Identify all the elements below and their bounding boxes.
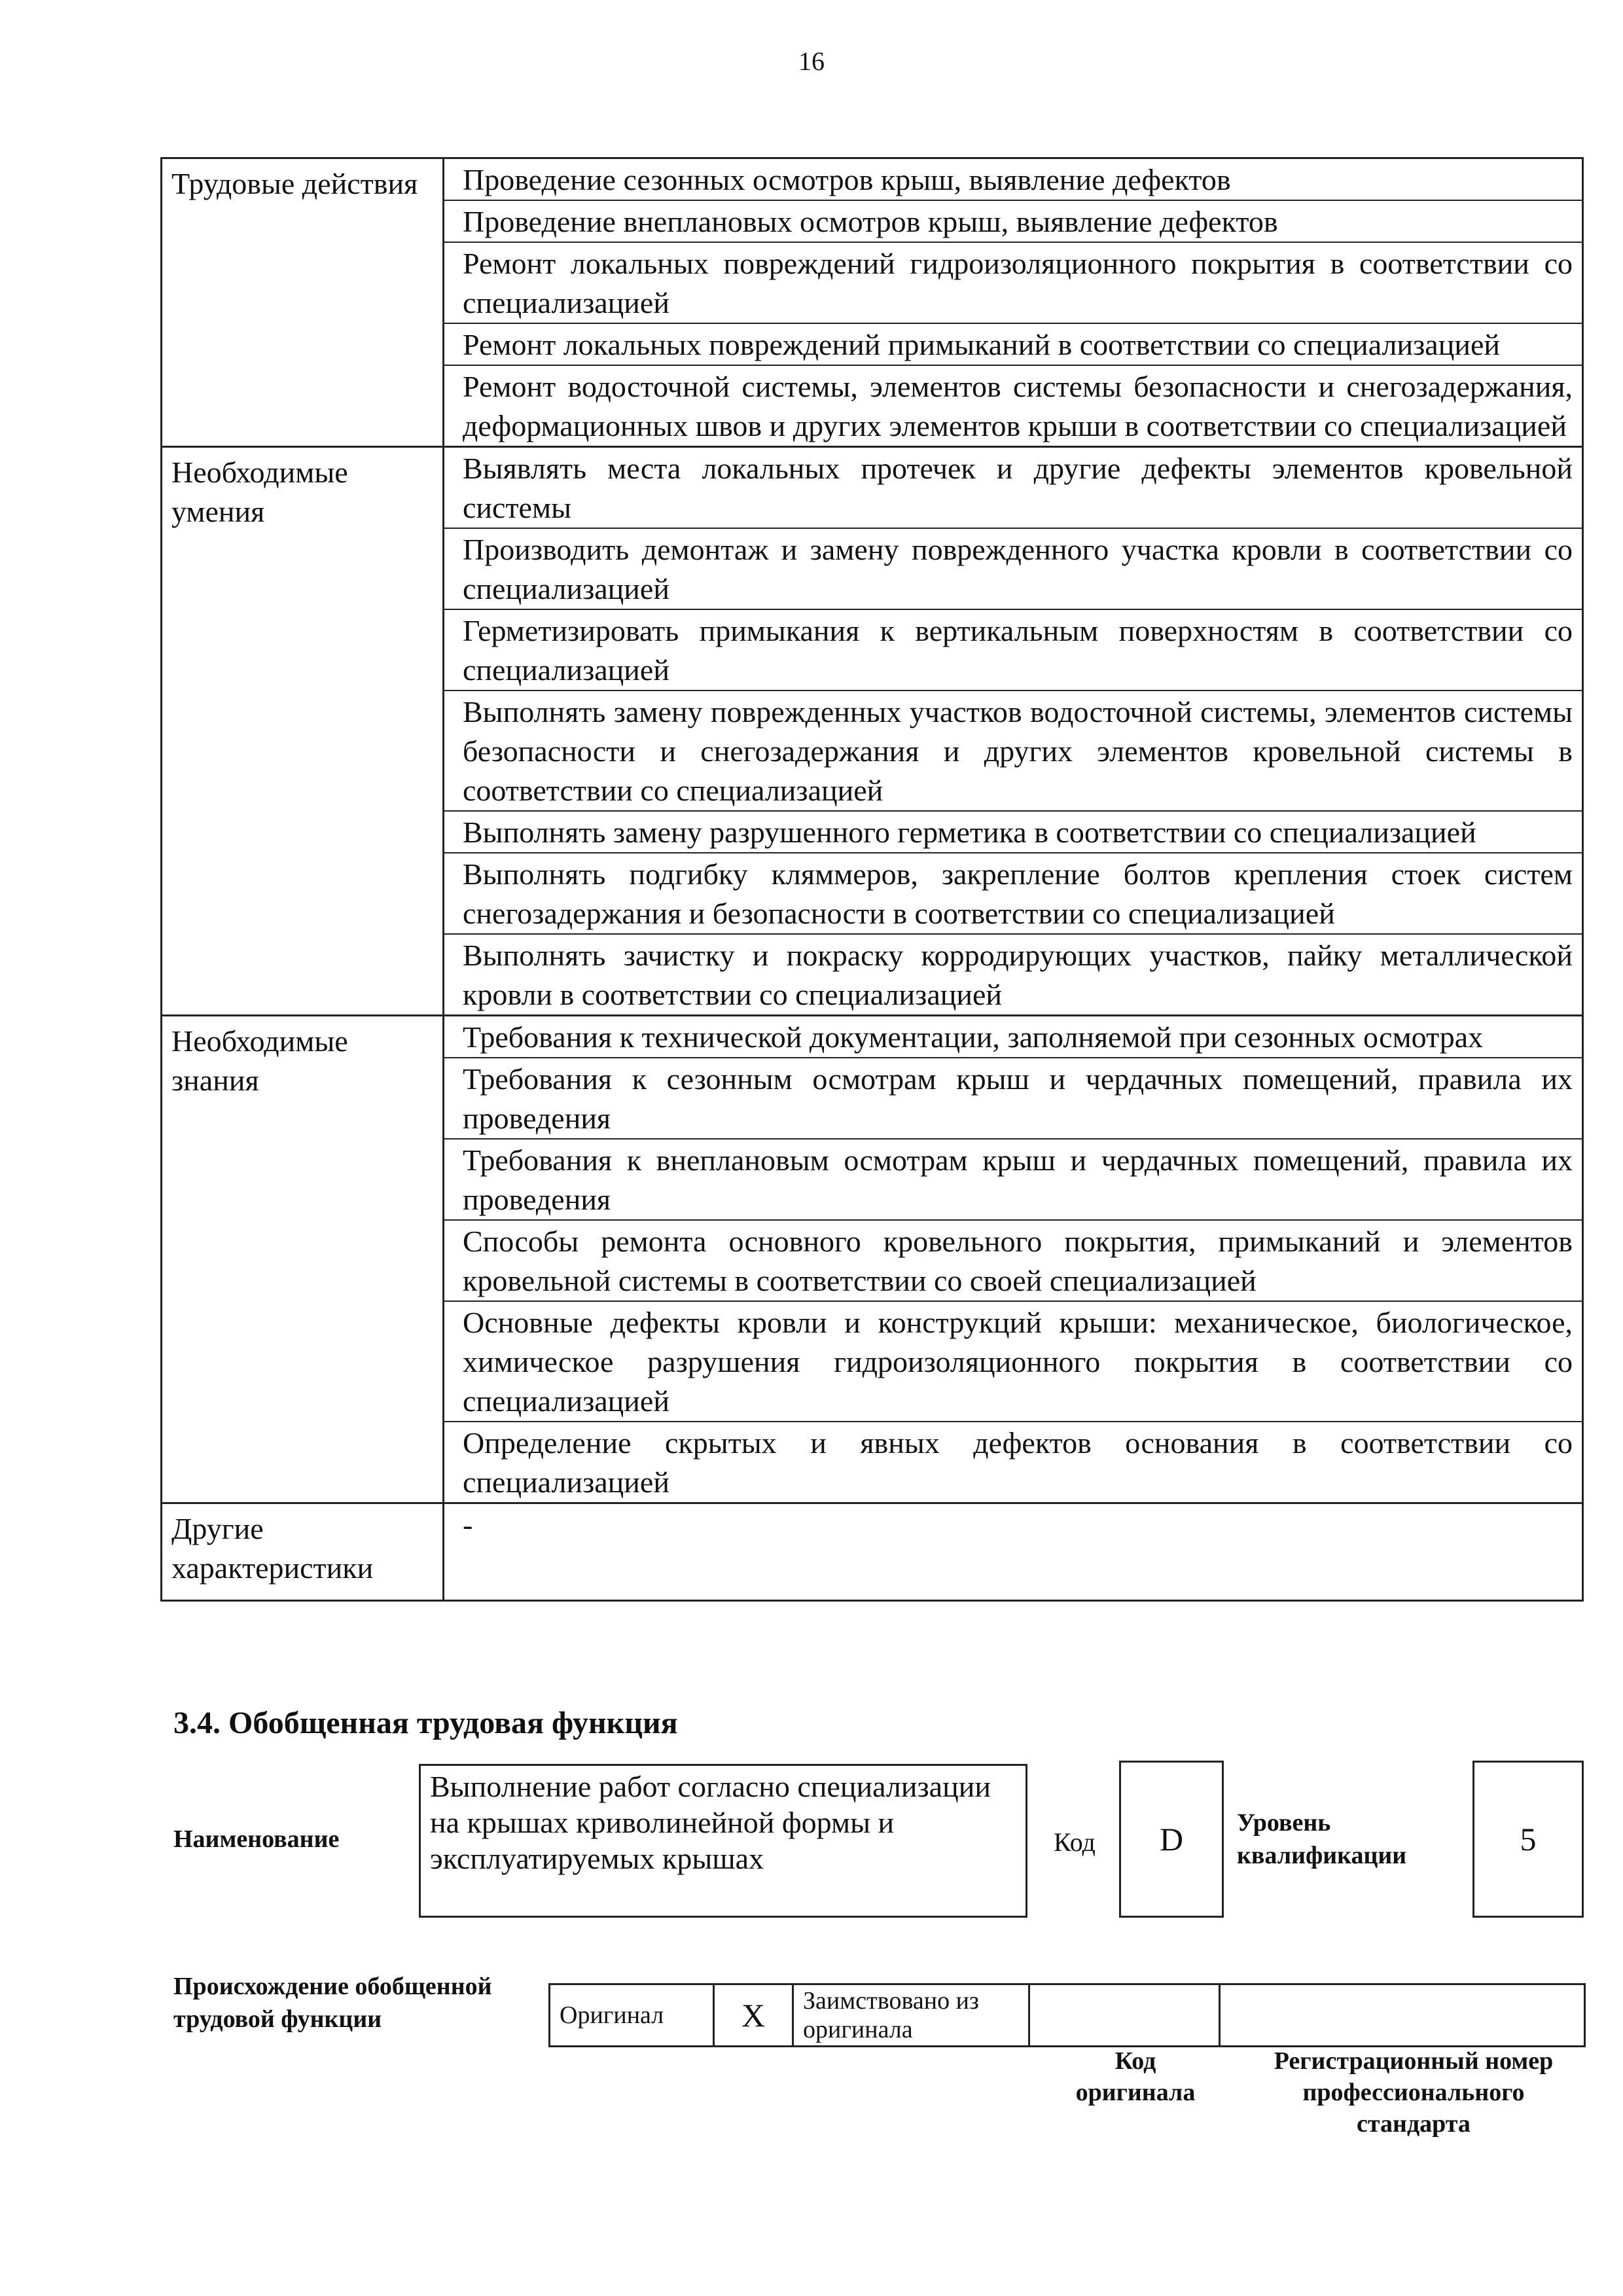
category-cell: Другие характеристики (162, 1503, 444, 1601)
items-cell (444, 1016, 1583, 1503)
table-row (162, 1503, 1583, 1601)
table-row (162, 447, 1583, 1016)
level-value-box: 5 (1472, 1761, 1584, 1918)
list-item: Ремонт водосточной системы, элементов системы безопасности и снегозадержания, деформационных швов и других элементов крыши в соответствии со специализацией (463, 370, 1573, 442)
origin-label: Происхождение обобщенной трудовой функции (173, 1973, 492, 2033)
section-title: 3.4. Обобщенная трудовая функция (173, 1706, 678, 1740)
original-label-cell: Оригинал (550, 1984, 714, 2047)
borrowed-label-cell: Заимствовано из оригинала (793, 1984, 1029, 2047)
list-item: Проведение сезонных осмотров крыш, выявление дефектов (444, 159, 1582, 201)
items-cell (444, 1503, 1583, 1601)
list-item: Ремонт локальных повреждений примыканий в соответствии со специализацией (444, 324, 1582, 366)
list-item: Определение скрытых и явных дефектов основания в соответствии со специализацией (463, 1426, 1573, 1499)
list-item: Выполнять замену разрушенного герметика в соответствии со специализацией (444, 812, 1582, 853)
category-cell: Трудовые действия (162, 158, 444, 447)
category-cell: Необходимые умения (162, 447, 444, 1016)
name-label: Наименование (173, 1825, 340, 1853)
level-label: Уровень квалификации (1237, 1809, 1407, 1869)
list-item: Герметизировать примыкания к вертикальным поверхностям в соответствии со специализацией (444, 610, 1582, 691)
labor-functions-table (160, 157, 1584, 1602)
list-item: Выполнять зачистку и покраску корродирующих участков, пайку металлической кровли в соответствии со специализацией (463, 939, 1573, 1011)
items-cell (444, 158, 1583, 447)
page-number: 16 (798, 46, 825, 76)
list-item: Выявлять места локальных протечек и другие дефекты элементов кровельной системы (444, 448, 1582, 529)
original-code-cell (1029, 1984, 1220, 2047)
list-item: Ремонт локальных повреждений гидроизоляционного покрытия в соответствии со специализацией (444, 243, 1582, 324)
list-item: Выполнять замену поврежденных участков водосточной системы, элементов системы безопасности и снегозадержания и других элементов кровельной системы в соответствии со специализацией (444, 691, 1582, 812)
list-item: Требования к внеплановым осмотрам крыш и чердачных помещений, правила их проведения (444, 1139, 1582, 1221)
code-value-box: D (1119, 1761, 1224, 1918)
list-item: Основные дефекты кровли и конструкций крыши: механическое, биологическое, химическое разрушения гидроизоляционного покрытия в соответствии со специализацией (444, 1302, 1582, 1422)
code-label: Код (1054, 1827, 1096, 1857)
reg-caption: Регистрационный номер профессионального стандарта (1274, 2047, 1554, 2138)
list-item: Проведение внеплановых осмотров крыш, выявление дефектов (444, 201, 1582, 243)
registration-number-cell (1220, 1984, 1585, 2047)
list-item: Выполнять подгибку кляммеров, закрепление болтов крепления стоек систем снегозадержания и безопасности в соответствии со специализацией (444, 853, 1582, 935)
list-item: Способы ремонта основного кровельного покрытия, примыканий и элементов кровельной системы в соответствии со своей специализацией (444, 1221, 1582, 1302)
list-item: - (463, 1508, 473, 1541)
list-item: Требования к сезонным осмотрам крыш и чердачных помещений, правила их проведения (444, 1058, 1582, 1139)
table-row (550, 1984, 1585, 2047)
origin-table (548, 1983, 1586, 2047)
code-caption: Код оригинала (1075, 2047, 1196, 2106)
list-item: Требования к технической документации, заполняемой при сезонных осмотрах (444, 1016, 1582, 1058)
name-value-box: Выполнение работ согласно специализации на крышах криволинейной формы и эксплуатируемых крышах (419, 1764, 1027, 1918)
original-mark-cell: X (714, 1984, 793, 2047)
table-row (162, 1016, 1583, 1503)
list-item: Производить демонтаж и замену поврежденного участка кровли в соответствии со специализацией (444, 529, 1582, 610)
category-cell: Необходимые знания (162, 1016, 444, 1503)
items-cell (444, 447, 1583, 1016)
table-row (162, 158, 1583, 447)
